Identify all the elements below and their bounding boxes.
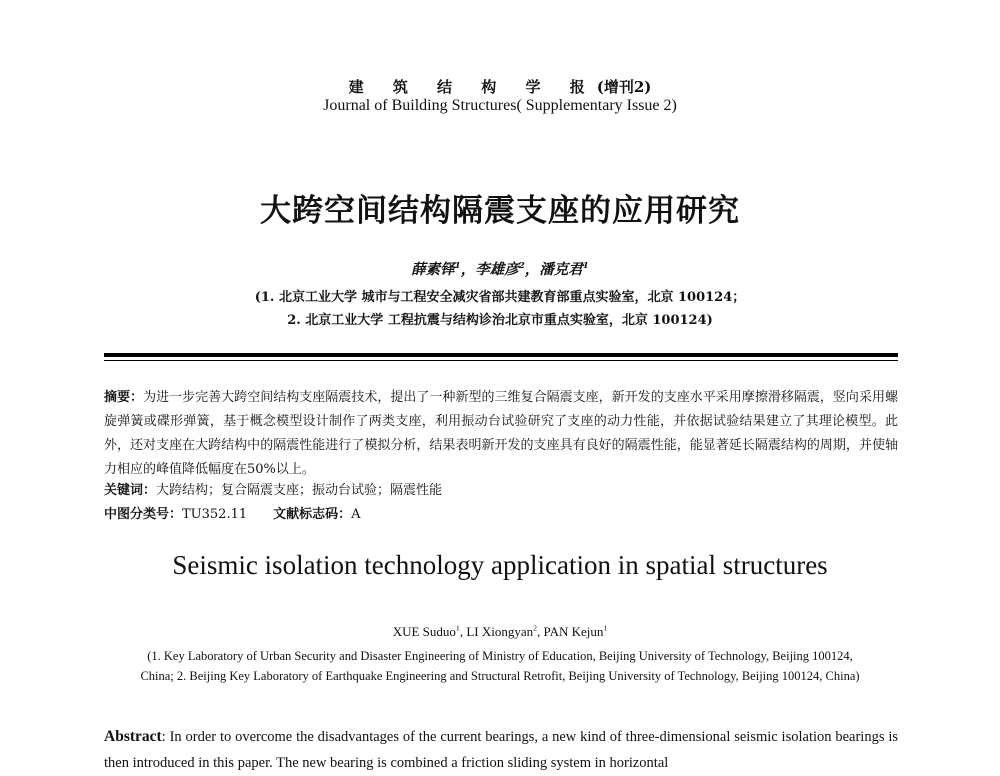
author-separator: ， bbox=[460, 261, 476, 278]
journal-name-cn bbox=[0, 76, 1000, 97]
paper-title-cn: 大跨空间结构隔震支座的应用研究 bbox=[260, 193, 740, 229]
abstract-en-label: Abstract bbox=[104, 728, 162, 745]
abstract-en-separator: : bbox=[161, 729, 170, 745]
doc-code-value: A bbox=[351, 507, 361, 522]
journal-issue-cn: (增刊2) bbox=[596, 78, 652, 96]
author-en: LI Xiongyan bbox=[466, 624, 534, 639]
author-cn: 潘克君 bbox=[539, 261, 583, 278]
author-cn: 薛素铎 bbox=[411, 261, 455, 278]
abstract-cn-label: 摘要： bbox=[104, 390, 144, 405]
abstract-en bbox=[104, 724, 898, 776]
author-affil-marker: 2 bbox=[518, 261, 525, 272]
clc-label: 中图分类号： bbox=[104, 507, 183, 522]
author-separator: , bbox=[459, 624, 467, 639]
paper-title-en: Seismic isolation technology application in spatial structures bbox=[172, 550, 828, 580]
keywords-cn-label: 关键词： bbox=[104, 483, 157, 498]
abstract-cn-text: 为进一步完善大跨空间结构支座隔震技术，提出了一种新型的三维复合隔震支座，新开发的支座水平采用摩擦滑移隔震，竖向采用螺旋弹簧或碟形弹簧，基于概念模型设计制作了两类支座，利用振动台试验研究了支座的动力性能，并依据试验结果建立了其理论模型。此外，还对支座在大跨结构中的隔震性能进行了模拟分析，结果表明新开发的支座具有良好的隔震性能，能显著延长隔震结构的周期，并使轴力相应的峰值降低幅度在50%以上。 bbox=[104, 390, 898, 477]
author-affil-marker: 1 bbox=[603, 623, 608, 633]
author-cn: 李雄彦 bbox=[475, 261, 519, 278]
journal-name-en: Journal of Building Structures( Supplementary Issue 2) bbox=[323, 97, 677, 114]
header-rule-thick bbox=[104, 353, 898, 357]
clc-value: TU352.11 bbox=[182, 507, 248, 522]
keywords-cn bbox=[104, 481, 898, 501]
author-affil-marker: 1 bbox=[455, 623, 460, 633]
classification-row bbox=[104, 505, 898, 525]
journal-title-cn: 建 筑 结 构 学 报 bbox=[348, 78, 597, 96]
author-en: XUE Suduo bbox=[392, 624, 456, 639]
keywords-cn-text: 大跨结构；复合隔震支座；振动台试验；隔震性能 bbox=[156, 483, 443, 498]
author-affil-marker: 2 bbox=[533, 623, 538, 633]
author-en: PAN Kejun bbox=[543, 624, 604, 639]
author-affil-marker: 1 bbox=[582, 261, 589, 272]
affiliation-cn-line: (1. 北京工业大学 城市与工程安全减灾省部共建教育部重点实验室，北京 100124； bbox=[254, 290, 746, 305]
author-separator: ， bbox=[524, 261, 540, 278]
abstract-cn bbox=[104, 386, 898, 482]
affiliation-cn-line: 2. 北京工业大学 工程抗震与结构诊治北京市重点实验室，北京 100124) bbox=[287, 313, 713, 328]
authors-cn bbox=[0, 258, 1000, 279]
abstract-en-text: In order to overcome the disadvantages of the current bearings, a new kind of three-dimensional seismic isolation bearings is then introduced in this paper. The new bearing is combined a friction sliding system in horizontal bbox=[104, 729, 898, 771]
affiliation-en: (1. Key Laboratory of Urban Security and Disaster Engineering of Ministry of Education, Beijing University of Technology, Beijing 100124, China; 2. Beijing Key Laboratory of Earthquake Engineering and Structural Retrofit, Beijing University of Technology, Beijing 100124, China) bbox=[140, 649, 860, 683]
author-separator: , bbox=[537, 624, 544, 639]
author-affil-marker: 1 bbox=[454, 261, 461, 272]
authors-en bbox=[0, 624, 1000, 640]
doc-code-label: 文献标志码： bbox=[273, 507, 352, 522]
header-rule-thin bbox=[104, 360, 898, 361]
